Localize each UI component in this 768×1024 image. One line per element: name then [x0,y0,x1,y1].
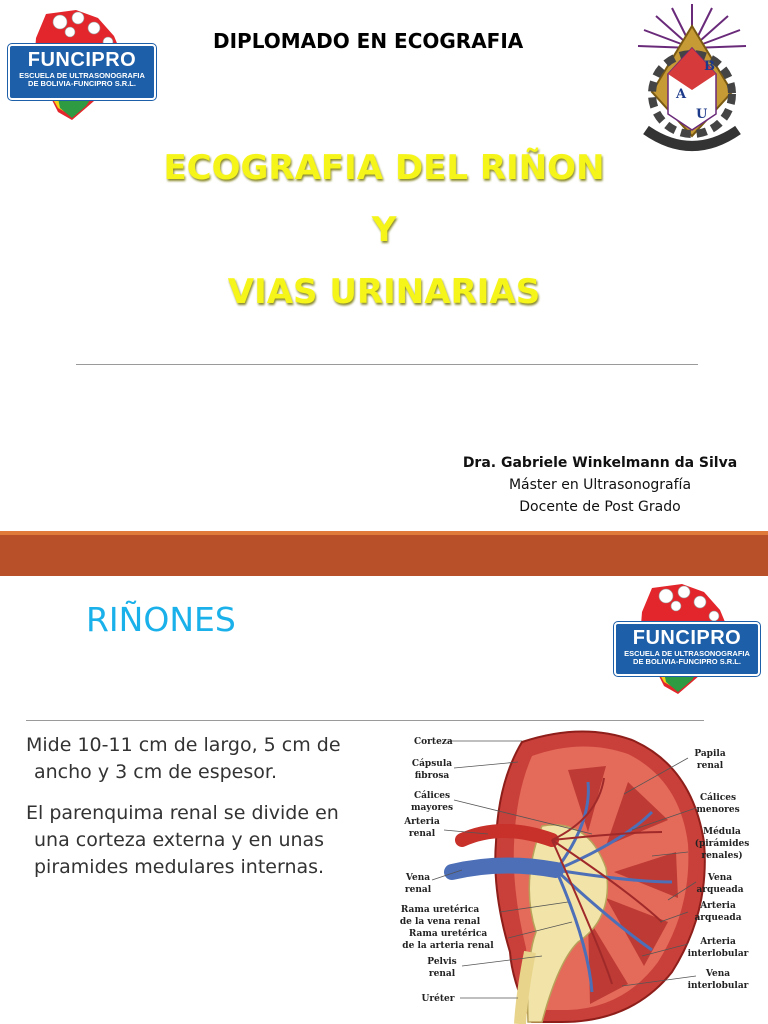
crest-letter-b: B [704,59,715,74]
label-calices-menores: Cálices menores [696,793,740,815]
slide-title: RIÑONES [86,600,236,639]
funcipro-badge [614,622,760,676]
paragraph-size [26,732,341,786]
paragraph-parenchyma-line2: una corteza externa y en unas [34,829,325,851]
funcipro-sub-line2: DE BOLIVIA-FUNCIPRO S.R.L. [633,656,741,666]
label-vena-renal: Vena renal [404,873,432,895]
label-arteria-renal: Arteria renal [404,817,440,839]
crest-letter-a: A [676,87,687,102]
label-vena-arqueada: Vena arqueada [696,873,744,895]
label-medula: Médula (pirámides renales) [694,827,750,861]
kidney-anatomy-figure [392,722,768,1024]
label-pelvis: Pelvis renal [427,957,457,979]
funcipro-logo-small [612,582,762,700]
paragraph-parenchyma-line1: El parenquima renal se divide en [26,802,339,824]
paragraph-size-line1: Mide 10-11 cm de largo, 5 cm de [26,734,341,756]
funcipro-logo [6,8,156,126]
label-arteria-interlobular: Arteria interlobular [687,937,749,959]
funcipro-sub-line2: DE BOLIVIA-FUNCIPRO S.R.L. [28,78,136,88]
funcipro-sub-line1: ESCUELA DE ULTRASONOGRAFIA [624,649,750,658]
funcipro-sub-line1: ESCUELA DE ULTRASONOGRAFIA [19,71,145,80]
program-header: DIPLOMADO EN ECOGRAFIA [213,29,524,53]
label-papila: Papila renal [694,749,726,771]
label-corteza: Corteza [414,737,453,747]
paragraph-parenchyma-line3: piramides medulares internas. [34,856,325,878]
label-rama-arteria: Rama uretérica de la arteria renal [402,929,494,951]
author-degree: Máster en Ultrasonografía [508,477,692,493]
label-ureter: Uréter [421,994,455,1004]
label-arteria-arqueada: Arteria arqueada [694,901,742,923]
author-role: Docente de Post Grado [519,499,681,515]
title-line-3: VIAS URINARIAS [227,272,541,312]
funcipro-brand: FUNCIPRO [632,627,742,649]
title-line-1: ECOGRAFIA DEL RIÑON [163,148,605,188]
slide-2 [0,576,768,1024]
slide-divider [0,531,768,576]
author-block [430,452,768,518]
crest-letter-u: U [696,107,708,122]
label-vena-interlobular: Vena interlobular [687,969,749,991]
label-rama-vena: Rama uretérica de la vena renal [399,905,481,927]
title-line-2: Y [371,210,397,250]
funcipro-brand: FUNCIPRO [27,49,137,71]
author-name: Dra. Gabriele Winkelmann da Silva [462,455,738,471]
paragraph-parenchyma [26,800,339,881]
university-crest-icon [632,2,752,160]
paragraph-size-line2: ancho y 3 cm de espesor. [34,761,278,783]
label-calices-mayores: Cálices mayores [410,791,454,813]
title-rule [76,364,698,365]
slide2-rule [26,720,704,721]
funcipro-badge [8,44,156,100]
label-capsula: Cápsula fibrosa [411,759,453,781]
